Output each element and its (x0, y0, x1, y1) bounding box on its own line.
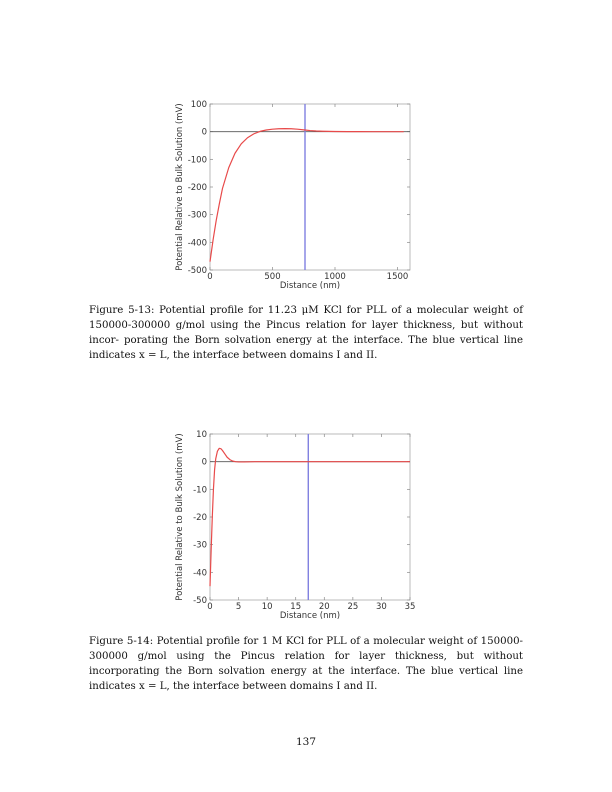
y-tick-label: -500 (187, 266, 207, 276)
caption-line: Figure 5-13: Potential profile for 11.23 μM KCl for PLL of a molecular weight of (89, 305, 523, 316)
caption-line: the Born solvation energy at the interface. The blue vertical line indicates x = L, the (89, 666, 523, 692)
y-tick-label: -40 (193, 568, 207, 579)
y-axis-label: Potential Relative to Bulk Solution (mV) (175, 103, 185, 271)
caption-line: interface between domains I and II. (192, 681, 378, 692)
x-tick-label: 0 (207, 272, 213, 282)
y-tick-label: -20 (193, 513, 207, 523)
x-tick-label: 15 (290, 602, 302, 612)
figure-5-13-chart (170, 98, 420, 291)
y-axis-label: Potential Relative to Bulk Solution (mV) (175, 433, 185, 601)
y-tick-label: 0 (201, 127, 207, 138)
caption-line: 300000 g/mol using the Pincus relation for layer thickness, but without incorporating (89, 651, 523, 677)
plot-area (210, 104, 410, 270)
x-tick-label: 0 (207, 602, 213, 612)
y-tick-label: -50 (193, 596, 207, 606)
x-tick-label: 20 (318, 602, 330, 612)
y-tick-label: 100 (190, 100, 207, 110)
x-tick-label: 500 (264, 272, 281, 282)
x-tick-label: 30 (376, 602, 387, 612)
caption-line: Figure 5-14: Potential profile for 1 M KCl for PLL of a molecular weight of 150000- (89, 636, 523, 647)
y-tick-label: -400 (187, 238, 207, 249)
y-tick-label: -200 (187, 183, 207, 193)
x-axis-label: Distance (nm) (279, 611, 341, 621)
figure-5-14-caption (89, 634, 523, 694)
chart-svg (170, 98, 420, 291)
y-tick-label: -10 (193, 485, 207, 496)
figure-5-14-chart (170, 428, 420, 621)
x-tick-label: 35 (404, 602, 416, 612)
x-tick-label: 10 (261, 602, 273, 612)
caption-line: porating the Born solvation energy at the interface. The blue vertical line indicates (89, 335, 523, 361)
y-tick-label: -100 (187, 155, 207, 166)
x-axis-label: Distance (nm) (279, 281, 341, 291)
chart-svg (170, 428, 420, 621)
y-tick-label: -30 (193, 540, 207, 551)
x-tick-label: 25 (347, 602, 359, 612)
caption-line: x = L, the interface between domains I and II. (138, 350, 378, 361)
x-tick-label: 1000 (324, 272, 346, 282)
x-tick-label: 5 (235, 602, 242, 612)
x-tick-label: 1500 (386, 272, 409, 282)
page-number: 137 (295, 736, 317, 748)
y-tick-label: 0 (201, 457, 207, 468)
y-tick-label: -300 (187, 210, 207, 221)
y-tick-label: 10 (196, 430, 207, 440)
figure-5-13-caption (89, 303, 523, 363)
plot-area (210, 434, 410, 600)
caption-line: 150000-300000 g/mol using the Pincus relation for layer thickness, but without incor- (89, 320, 523, 346)
